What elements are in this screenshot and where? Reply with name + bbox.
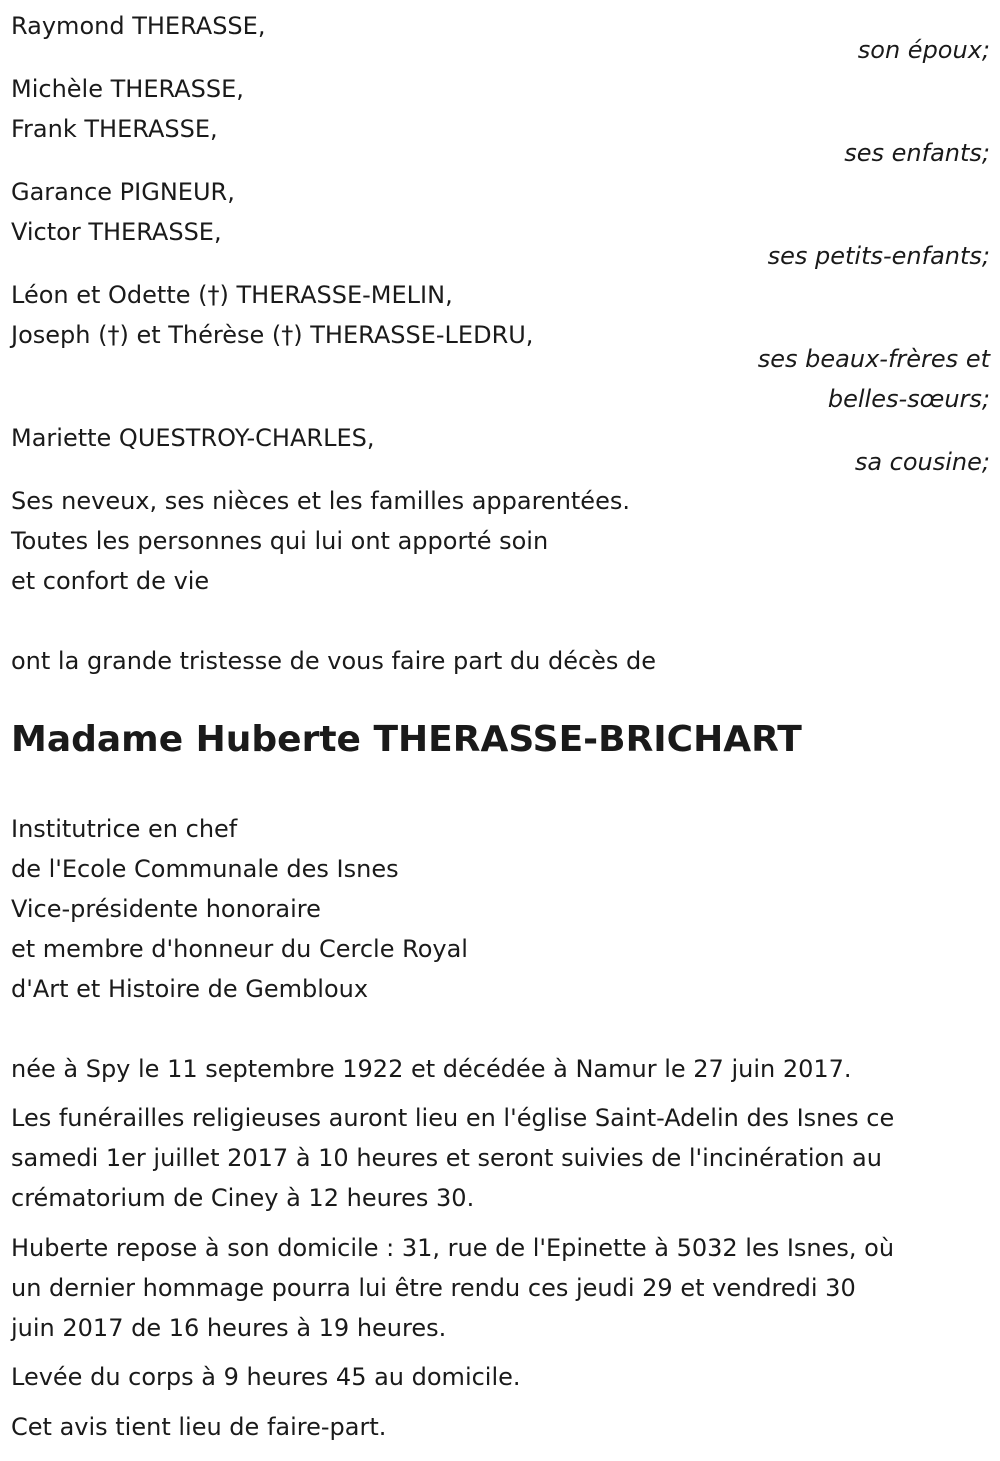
child-name: Frank THERASSE, <box>11 115 218 143</box>
grandchildren-relation: ses petits-enfants; <box>767 242 990 270</box>
funeral-line: samedi 1er juillet 2017 à 10 heures et seront suivies de l'incinération au <box>11 1144 882 1172</box>
cousin-relation: sa cousine; <box>854 448 990 476</box>
title-line: de l'Ecole Communale des Isnes <box>11 855 399 883</box>
funeral-line: crématorium de Ciney à 12 heures 30. <box>11 1184 475 1212</box>
title-line: et membre d'honneur du Cercle Royal <box>11 935 468 963</box>
visitation-line: juin 2017 de 16 heures à 19 heures. <box>11 1314 447 1342</box>
cousin-name: Mariette QUESTROY-CHARLES, <box>11 424 375 452</box>
title-line: d'Art et Histoire de Gembloux <box>11 975 369 1003</box>
spouse-name: Raymond THERASSE, <box>11 12 266 40</box>
child-name: Michèle THERASSE, <box>11 75 244 103</box>
title-line: Vice-présidente honoraire <box>11 895 321 923</box>
children-relation: ses enfants; <box>844 139 990 167</box>
title-line: Institutrice en chef <box>11 815 238 843</box>
announcement-text: ont la grande tristesse de vous faire part du décès de <box>11 647 657 675</box>
funeral-line: Les funérailles religieuses auront lieu en l'église Saint-Adelin des Isnes ce <box>11 1104 895 1132</box>
visitation-line: Huberte repose à son domicile : 31, rue de l'Epinette à 5032 les Isnes, où <box>11 1234 895 1262</box>
closing-text: Cet avis tient lieu de faire-part. <box>11 1413 387 1441</box>
spouse-relation: son époux; <box>857 36 990 64</box>
in-laws-relation: belles-sœurs; <box>827 385 990 413</box>
grandchild-name: Garance PIGNEUR, <box>11 178 235 206</box>
in-law-name: Joseph (†) et Thérèse (†) THERASSE-LEDRU, <box>11 321 534 349</box>
others-line: Toutes les personnes qui lui ont apporté soin <box>11 527 549 555</box>
grandchild-name: Victor THERASSE, <box>11 218 222 246</box>
others-line: et confort de vie <box>11 567 210 595</box>
in-laws-relation: ses beaux-frères et <box>757 345 990 373</box>
in-law-name: Léon et Odette (†) THERASSE-MELIN, <box>11 281 453 309</box>
others-line: Ses neveux, ses nièces et les familles apparentées. <box>11 487 630 515</box>
deceased-name: Madame Huberte THERASSE-BRICHART <box>11 719 802 760</box>
levee-text: Levée du corps à 9 heures 45 au domicile. <box>11 1363 521 1391</box>
birth-death-text: née à Spy le 11 septembre 1922 et décédée à Namur le 27 juin 2017. <box>11 1055 852 1083</box>
visitation-line: un dernier hommage pourra lui être rendu ces jeudi 29 et vendredi 30 <box>11 1274 856 1302</box>
